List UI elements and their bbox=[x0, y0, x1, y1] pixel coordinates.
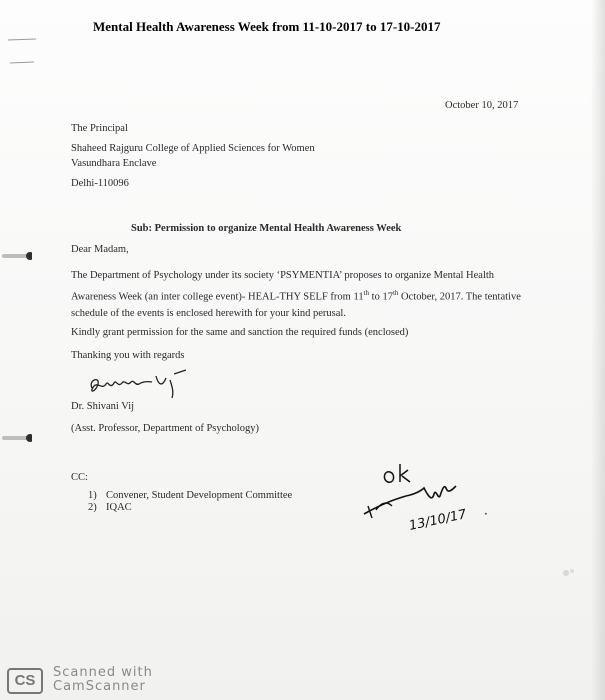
page-smudge bbox=[560, 565, 580, 581]
recipient-line-1: The Principal bbox=[71, 123, 128, 134]
recipient-line-4: Delhi-110096 bbox=[71, 178, 129, 189]
page-heading: Mental Health Awareness Week from 11-10-2017 to 17-10-2017 bbox=[93, 19, 441, 34]
closing-line: Thanking you with regards bbox=[71, 350, 185, 361]
margin-scribble-marks bbox=[6, 36, 40, 66]
recipient-line-3: Vasundhara Enclave bbox=[71, 158, 157, 169]
handwritten-approval bbox=[358, 460, 498, 540]
letter-body bbox=[71, 268, 531, 322]
cc-list-item: 1) Convener, Student Development Committee bbox=[88, 490, 293, 501]
body-text-1: The Department of Psychology under its society ‘PSYMENTIA’ proposes to organize Mental Health Awareness Week (an inter college event)- HEAL-THY SELF from 11 bbox=[71, 270, 495, 302]
punch-hole-lower bbox=[2, 433, 32, 443]
body-sup-1: th bbox=[363, 288, 370, 297]
camscanner-watermark-text bbox=[53, 666, 153, 694]
recipient-line-2: Shaheed Rajguru College of Applied Sciences for Women bbox=[71, 143, 315, 154]
approval-dot: · bbox=[484, 507, 488, 521]
body-text-3: October, 2017. The tentative schedule of the events is enclosed herewith for your kind perusal. bbox=[71, 291, 521, 319]
punch-hole-upper bbox=[2, 251, 32, 261]
letter-date: October 10, 2017 bbox=[445, 100, 519, 111]
cc-list bbox=[88, 490, 292, 514]
signatory-name: Dr. Shivani Vij bbox=[71, 401, 135, 412]
body-sup-2: th bbox=[392, 288, 399, 297]
watermark-line-1: Scanned with bbox=[53, 665, 153, 680]
body-text-2: to 17 bbox=[369, 291, 393, 302]
handwritten-signature bbox=[86, 366, 196, 400]
watermark-line-2: CamScanner bbox=[53, 679, 146, 694]
camscanner-logo: CS bbox=[7, 668, 43, 694]
cc-list-item: 2) IQAC bbox=[88, 502, 132, 513]
approval-date: 13/10/17 bbox=[407, 507, 468, 534]
page-edge-shadow bbox=[591, 0, 605, 700]
request-line: Kindly grant permission for the same and sanction the required funds (enclosed) bbox=[71, 327, 409, 338]
letter-subject: Sub: Permission to organize Mental Health Awareness Week bbox=[131, 223, 402, 234]
signatory-title: (Asst. Professor, Department of Psychology) bbox=[71, 423, 259, 434]
cc-label: CC: bbox=[71, 472, 88, 483]
salutation: Dear Madam, bbox=[71, 244, 129, 255]
